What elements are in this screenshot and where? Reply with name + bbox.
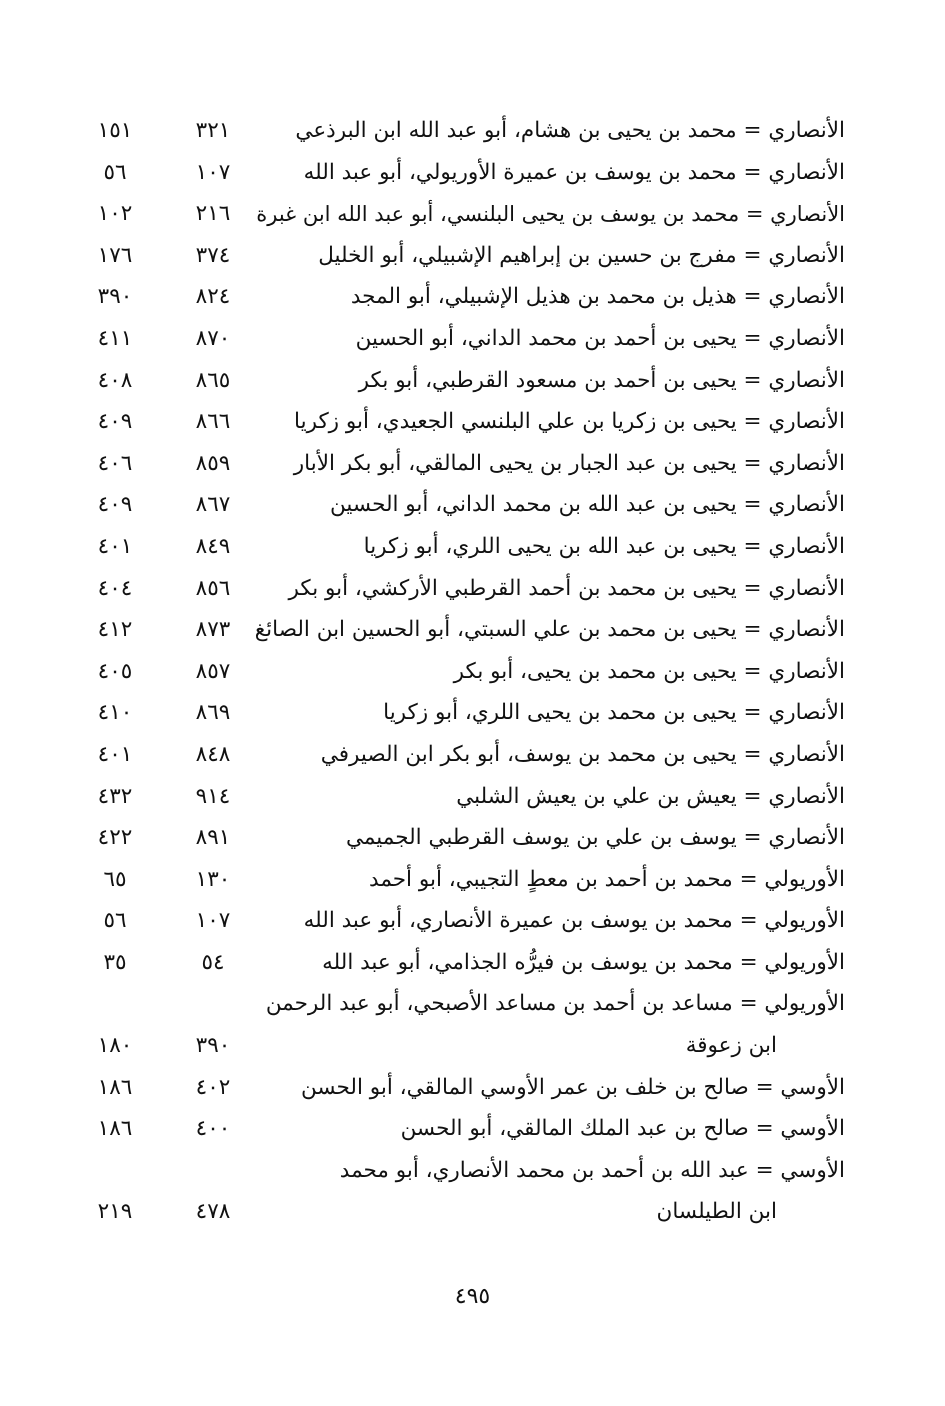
index-entry — [0, 154, 945, 196]
page-number: ٤٩٥ — [454, 1284, 491, 1309]
entry-name: الأنصاري = يعيش بن علي بن يعيش الشلبي — [456, 783, 845, 809]
entry-name: الأنصاري = مفرج بن حسين بن إبراهيم الإشبيلي، أبو الخليل — [318, 242, 845, 268]
entry-number: ٨٥٧ — [195, 658, 231, 684]
entry-number: ١٠٧ — [195, 159, 231, 185]
index-entry — [0, 861, 945, 903]
entry-page: ٢١٩ — [97, 1199, 133, 1225]
entry-name: الأنصاري = يحيى بن عبد الله بن محمد الداني، أبو الحسين — [330, 492, 845, 518]
index-entry — [0, 1193, 945, 1235]
index-entry — [0, 778, 945, 820]
entry-number: ٨٥٩ — [195, 450, 231, 476]
entry-name: الأوريولي = مساعد بن أحمد بن مساعد الأصبحي، أبو عبد الرحمن — [265, 991, 845, 1017]
entry-page: ١٠٢ — [97, 201, 133, 227]
entry-page: ٤١١ — [97, 325, 133, 351]
entry-number: ٨٦٧ — [195, 492, 231, 518]
index-entry — [0, 1069, 945, 1111]
entry-number: ٨٢٤ — [195, 284, 231, 310]
entry-page: ١٧٦ — [97, 242, 133, 268]
index-entry — [0, 278, 945, 320]
entry-number: ٣٧٤ — [195, 242, 231, 268]
entry-number: ٨٤٨ — [195, 741, 231, 767]
entry-name: الأنصاري = يحيى بن أحمد بن مسعود القرطبي، أبو بكر — [358, 367, 845, 393]
index-entry — [0, 819, 945, 861]
entry-number: ١٠٧ — [195, 908, 231, 934]
entry-page: ٦٥ — [103, 866, 127, 892]
entry-name: الأنصاري = يحيى بن زكريا بن علي البلنسي الجعيدي، أبو زكريا — [294, 409, 845, 435]
entry-name: الأوريولي = محمد بن يوسف بن فيرُّه الجذامي، أبو عبد الله — [322, 949, 845, 975]
index-entry — [0, 1027, 945, 1069]
entry-name: الأوسي = صالح بن خلف بن عمر الأوسي المالقي، أبو الحسن — [301, 1074, 845, 1100]
entry-number: ٨٥٦ — [195, 575, 231, 601]
index-entry — [0, 403, 945, 445]
entry-name: الأنصاري = محمد بن يوسف بن يحيى البلنسي، أبو عبد الله ابن غبرة — [256, 202, 845, 227]
entry-page: ١٥١ — [97, 118, 133, 143]
entry-number: ٨٩١ — [195, 825, 231, 851]
name-index-list — [0, 112, 945, 1235]
index-entry — [0, 1152, 945, 1194]
entry-page: ٤٠٩ — [97, 409, 133, 435]
index-entry — [0, 486, 945, 528]
index-entry — [0, 445, 945, 487]
index-entry — [0, 653, 945, 695]
entry-name: الأنصاري = هذيل بن محمد بن هذيل الإشبيلي، أبو المجد — [350, 284, 845, 310]
entry-page: ٥٦ — [103, 159, 127, 185]
entry-name: الأوريولي = محمد بن يوسف بن عميرة الأنصاري، أبو عبد الله — [303, 908, 845, 934]
entry-name: الأنصاري = محمد بن يوسف بن عميرة الأوريولي، أبو عبد الله — [303, 159, 845, 185]
entry-page: ٣٥ — [103, 949, 127, 975]
index-entry — [0, 902, 945, 944]
entry-page: ٤١٢ — [97, 617, 133, 643]
entry-number: ٥٤ — [201, 949, 225, 975]
entry-name: الأنصاري = يحيى بن محمد بن أحمد القرطبي الأركشي، أبو بكر — [288, 575, 845, 601]
index-entry — [0, 1110, 945, 1152]
index-entry — [0, 237, 945, 279]
index-entry — [0, 570, 945, 612]
entry-number: ٨٧٣ — [195, 617, 231, 643]
entry-name-continuation: ابن الطيلسان — [656, 1199, 777, 1225]
entry-page: ٤٠٦ — [97, 450, 133, 476]
index-entry — [0, 694, 945, 736]
index-entry — [0, 112, 945, 154]
entry-name: الأنصاري = يحيى بن عبد الله بن يحيى اللري، أبو زكريا — [363, 533, 845, 559]
entry-name: الأوسي = عبد الله بن أحمد بن محمد الأنصاري، أبو محمد — [339, 1157, 845, 1183]
entry-page: ٤٠٤ — [97, 575, 133, 601]
entry-page: ٤٣٢ — [97, 783, 133, 809]
entry-page: ٤١٠ — [97, 700, 133, 726]
index-entry — [0, 736, 945, 778]
entry-number: ٤٠٢ — [195, 1074, 231, 1100]
entry-name-continuation: ابن زعوقة — [685, 1033, 777, 1059]
entry-page: ٤٠١ — [97, 533, 133, 559]
entry-name: الأوريولي = محمد بن أحمد بن معطٍ التجيبي، أبو أحمد — [369, 866, 845, 892]
entry-page: ٤٠٨ — [97, 367, 133, 393]
entry-page: ١٨٦ — [97, 1116, 133, 1142]
index-entry — [0, 611, 945, 653]
entry-name: الأنصاري = يحيى بن محمد بن يحيى، أبو بكر — [453, 658, 845, 684]
entry-page: ١٨٦ — [97, 1074, 133, 1100]
index-entry — [0, 320, 945, 362]
entry-page: ١٨٠ — [97, 1033, 133, 1059]
index-entry — [0, 362, 945, 404]
entry-page: ٤٢٢ — [97, 825, 133, 851]
entry-number: ٨٦٥ — [195, 367, 231, 393]
entry-page: ٣٩٠ — [97, 284, 133, 310]
entry-name: الأنصاري = يحيى بن محمد بن علي السبتي، أبو الحسين ابن الصائغ — [254, 617, 845, 643]
entry-page: ٤٠٥ — [97, 658, 133, 684]
entry-number: ٣٩٠ — [195, 1033, 231, 1059]
entry-name: الأنصاري = يحيى بن أحمد بن محمد الداني، أبو الحسين — [355, 325, 845, 351]
entry-name: الأنصاري = يحيى بن محمد بن يحيى اللري، أبو زكريا — [383, 700, 845, 726]
entry-name: الأنصاري = محمد بن يحيى بن هشام، أبو عبد الله ابن البرذعي — [295, 118, 845, 143]
entry-number: ٣٢١ — [195, 118, 231, 143]
entry-page: ٤٠٩ — [97, 492, 133, 518]
entry-name: الأنصاري = يحيى بن عبد الجبار بن يحيى المالقي، أبو بكر الأبار — [293, 450, 845, 476]
entry-name: الأوسي = صالح بن عبد الملك المالقي، أبو الحسن — [400, 1116, 845, 1142]
entry-page: ٥٦ — [103, 908, 127, 934]
index-entry — [0, 985, 945, 1027]
entry-number: ٤٧٨ — [195, 1199, 231, 1225]
entry-number: ٢١٦ — [195, 201, 231, 227]
entry-number: ٨٦٦ — [195, 409, 231, 435]
entry-number: ٤٠٠ — [195, 1116, 231, 1142]
entry-name: الأنصاري = يحيى بن محمد بن يوسف، أبو بكر ابن الصيرفي — [320, 741, 845, 767]
entry-number: ٨٧٠ — [195, 325, 231, 351]
entry-number: ٩١٤ — [195, 783, 231, 809]
index-entry — [0, 944, 945, 986]
entry-page: ٤٠١ — [97, 741, 133, 767]
entry-name: الأنصاري = يوسف بن علي بن يوسف القرطبي الجميمي — [345, 825, 845, 851]
entry-number: ٨٦٩ — [195, 700, 231, 726]
index-entry — [0, 528, 945, 570]
entry-number: ١٣٠ — [195, 866, 231, 892]
index-entry — [0, 195, 945, 237]
entry-number: ٨٤٩ — [195, 533, 231, 559]
